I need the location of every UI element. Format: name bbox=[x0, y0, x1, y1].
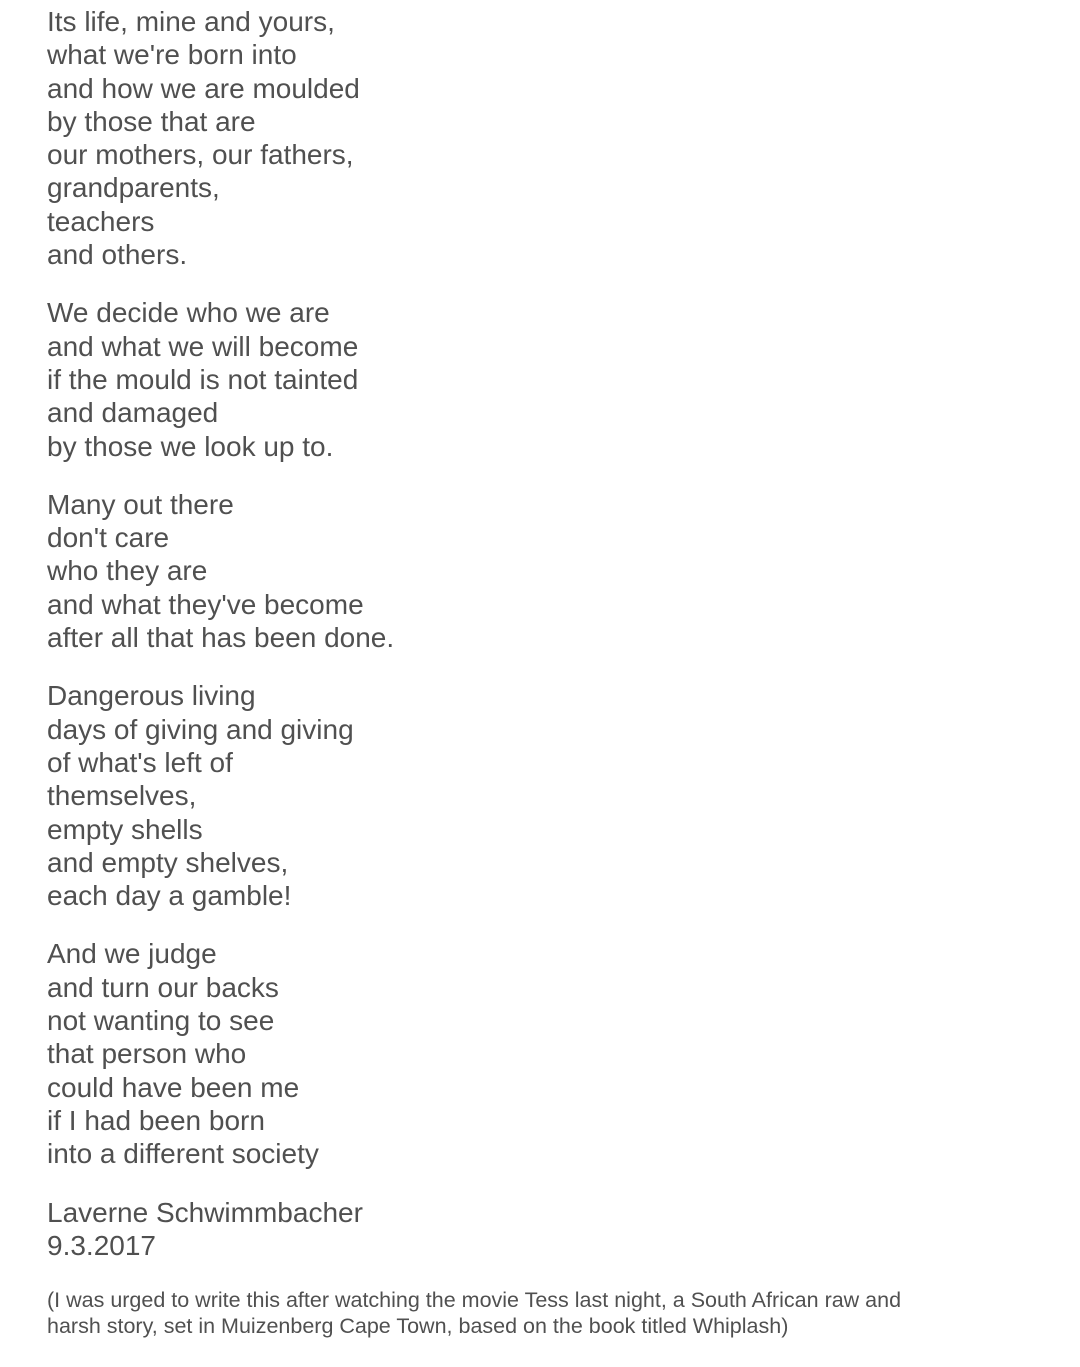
poem-line: themselves, bbox=[47, 780, 197, 812]
poem-line: empty shells bbox=[47, 813, 203, 845]
poem-line: and how we are moulded bbox=[47, 72, 360, 104]
stanza-gap bbox=[47, 1262, 1047, 1287]
poem-line: by those we look up to. bbox=[47, 430, 334, 462]
poem-line: And we judge bbox=[47, 938, 217, 970]
poem-line: of what's left of bbox=[47, 746, 233, 778]
poem-line: our mothers, our fathers, bbox=[47, 139, 354, 171]
poem-document bbox=[47, 5, 1047, 1339]
poem-line: Dangerous living bbox=[47, 680, 256, 712]
poem-line: that person who bbox=[47, 1038, 247, 1070]
poem-line: not wanting to see bbox=[47, 1005, 275, 1037]
note-line: harsh story, set in Muizenberg Cape Town, based on the book titled Whiplash) bbox=[47, 1314, 789, 1339]
poem-line: if the mould is not tainted bbox=[47, 363, 359, 395]
stanza-1 bbox=[47, 5, 1047, 271]
poem-line: could have been me bbox=[47, 1071, 300, 1103]
poem-line: after all that has been done. bbox=[47, 622, 395, 654]
poem-date: 9.3.2017 bbox=[47, 1229, 156, 1261]
poem-line: teachers bbox=[47, 205, 155, 237]
poem-line: grandparents, bbox=[47, 172, 220, 204]
note-line: (I was urged to write this after watching the movie Tess last night, a South African raw and bbox=[47, 1288, 902, 1313]
poem-line: and others. bbox=[47, 239, 188, 271]
stanza-gap bbox=[47, 1171, 1047, 1196]
poem-line: who they are bbox=[47, 555, 208, 587]
poem-line: We decide who we are bbox=[47, 297, 330, 329]
poem-line: don't care bbox=[47, 522, 170, 554]
stanza-gap bbox=[47, 912, 1047, 937]
poem-line: what we're born into bbox=[47, 39, 297, 71]
poem-line: and turn our backs bbox=[47, 971, 279, 1003]
stanza-gap bbox=[47, 654, 1047, 679]
poem-line: by those that are bbox=[47, 105, 256, 137]
poem-line: and what they've become bbox=[47, 588, 364, 620]
poem-line: days of giving and giving bbox=[47, 713, 354, 745]
stanza-gap bbox=[47, 463, 1047, 488]
poem-line: Its life, mine and yours, bbox=[47, 6, 335, 37]
poem-line: into a different society bbox=[47, 1138, 319, 1170]
author-name: Laverne Schwimmbacher bbox=[47, 1196, 363, 1228]
poem-line: Many out there bbox=[47, 488, 234, 520]
stanza-3 bbox=[47, 488, 1047, 654]
author-note bbox=[47, 1287, 1047, 1339]
poem-line: if I had been born bbox=[47, 1104, 265, 1136]
stanza-2 bbox=[47, 296, 1047, 462]
stanza-4 bbox=[47, 679, 1047, 912]
stanza-5 bbox=[47, 937, 1047, 1170]
stanza-gap bbox=[47, 271, 1047, 296]
signature-block bbox=[47, 1196, 1047, 1263]
poem-line: and what we will become bbox=[47, 330, 359, 362]
poem-line: and damaged bbox=[47, 397, 219, 429]
poem-line: each day a gamble! bbox=[47, 880, 292, 912]
poem-line: and empty shelves, bbox=[47, 846, 289, 878]
